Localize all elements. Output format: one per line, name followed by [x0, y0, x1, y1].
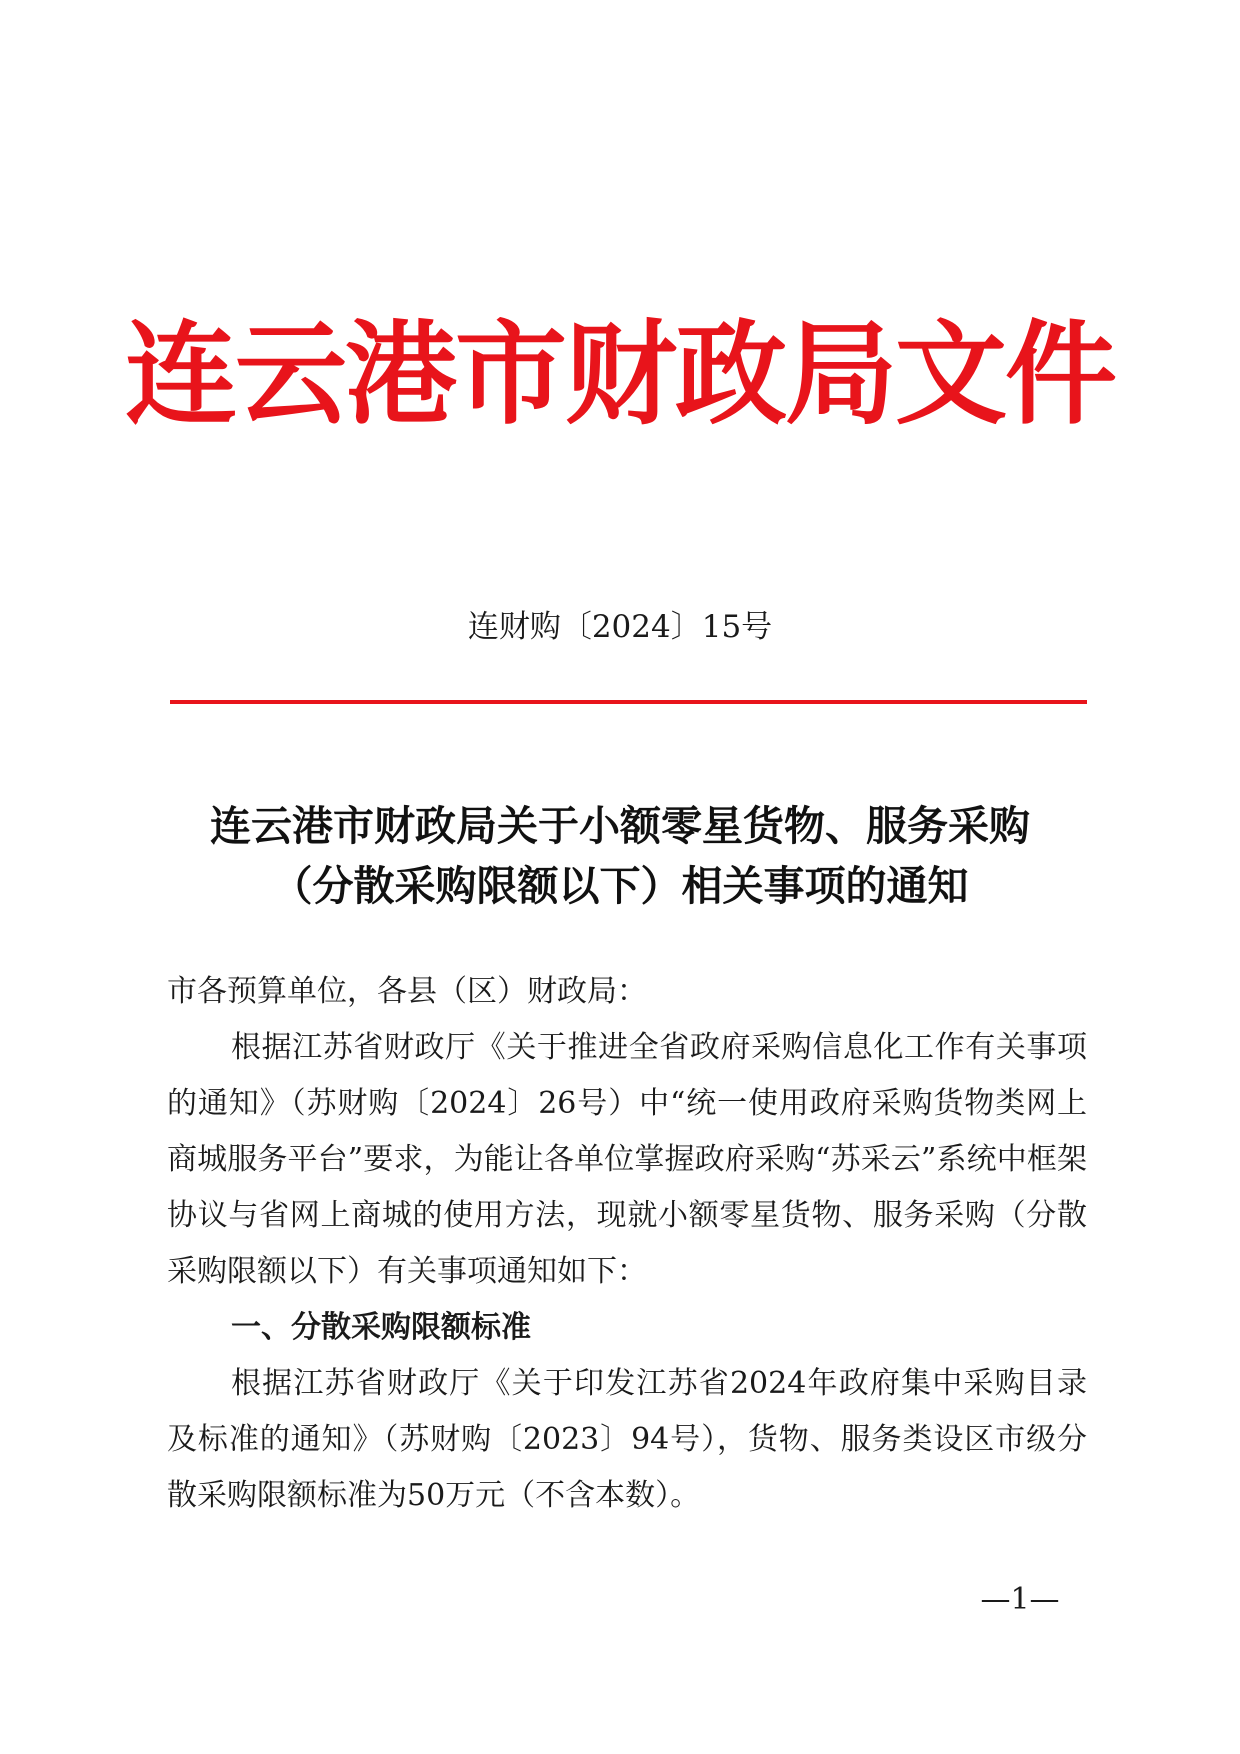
document-body [167, 964, 1087, 1524]
page-number: —1— [980, 1582, 1060, 1617]
body-paragraph-1: 根据江苏省财政厅《关于推进全省政府采购信息化工作有关事项的通知》（苏财购〔2024〕26号）中“统一使用政府采购货物类网上商城服务平台”要求，为能让各单位掌握政府采购“苏采云”系统中框架协议与省网上商城的使用方法，现就小额零星货物、服务采购（分散采购限额以下）有关事项通知如下： [167, 1030, 1087, 1289]
red-divider-line [170, 700, 1087, 704]
section-heading-1: 一、分散采购限额标准 [231, 1310, 531, 1345]
notice-title-line-2: （分散采购限额以下）相关事项的通知 [271, 862, 969, 910]
addressee: 市各预算单位，各县（区）财政局： [167, 974, 647, 1009]
body-paragraph-2: 根据江苏省财政厅《关于印发江苏省2024年政府集中采购目录及标准的通知》（苏财购〔2023〕94号），货物、服务类设区市级分散采购限额标准为50万元（不含本数）。 [167, 1366, 1087, 1513]
document-number: 连财购〔2024〕15号 [467, 609, 773, 645]
masthead-title: 连云港市财政局文件 [125, 309, 1115, 440]
notice-title [0, 796, 1240, 916]
notice-title-line-1: 连云港市财政局关于小额零星货物、服务采购 [210, 802, 1030, 850]
